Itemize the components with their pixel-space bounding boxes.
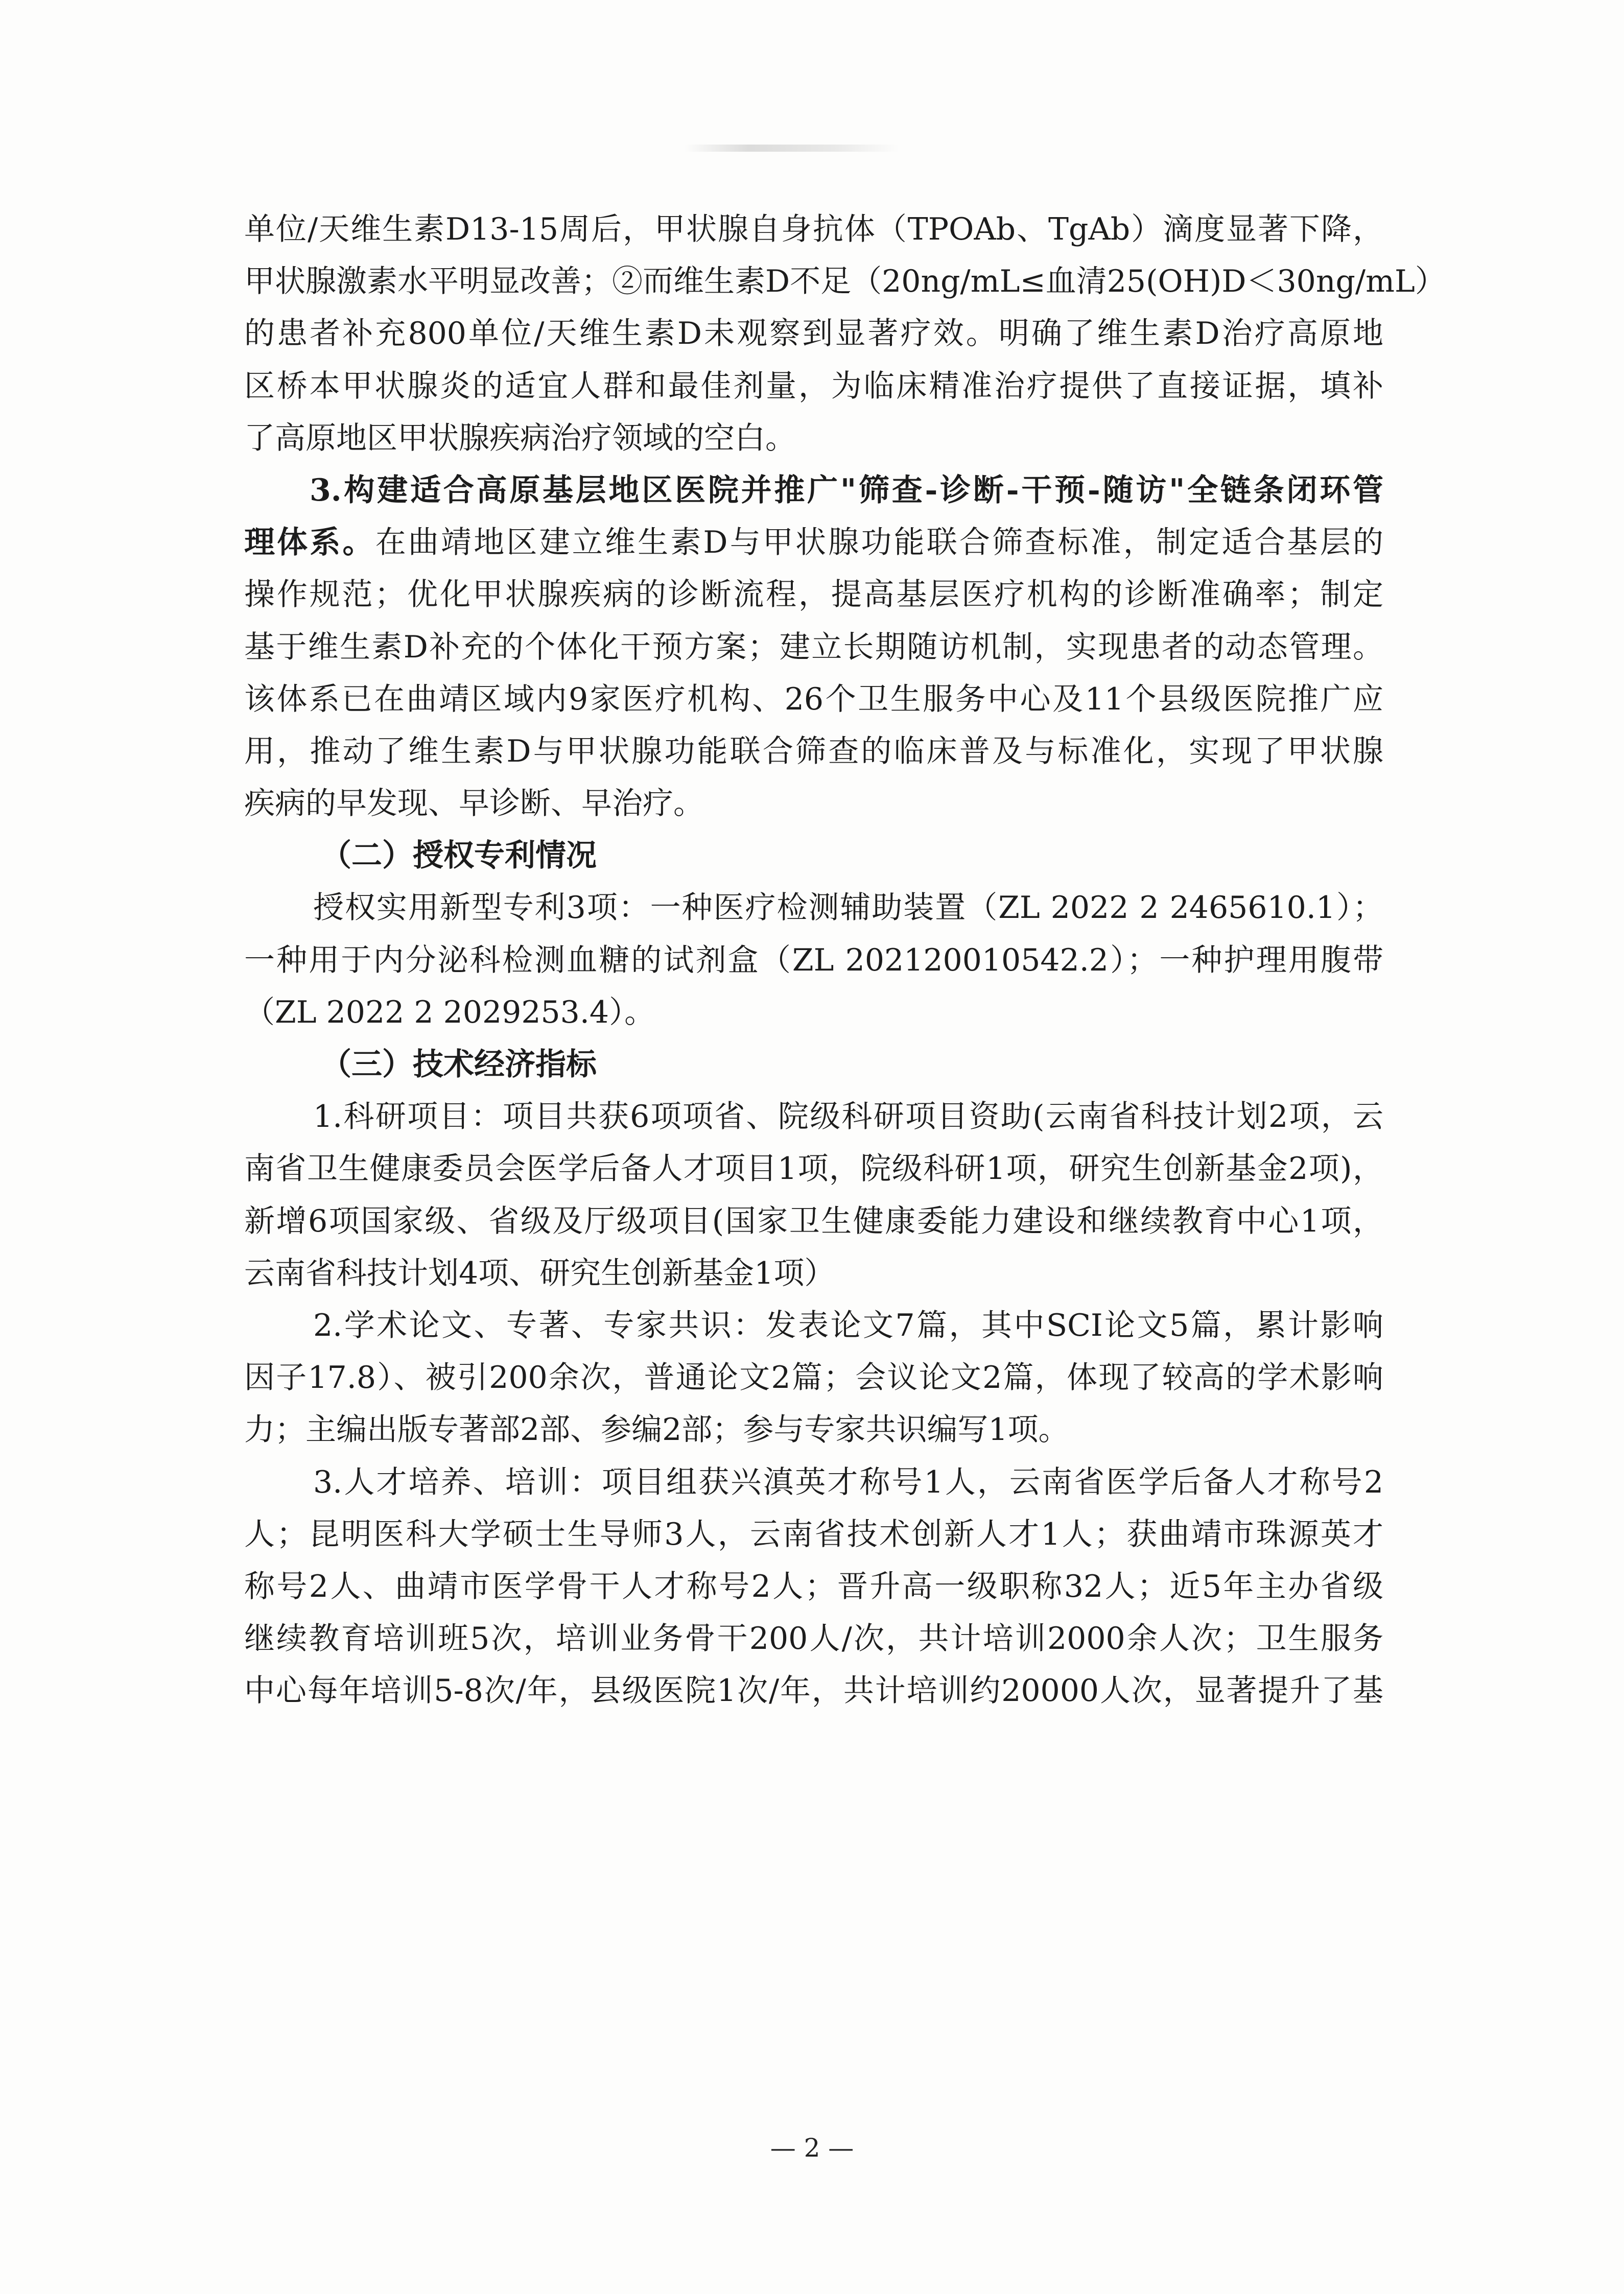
paragraph-line: 力；主编出版专著部2部、参编2部；参与专家共识编写1项。 bbox=[244, 1412, 1069, 1448]
paragraph-line: 称号2人、曲靖市医学骨干人才称号2人；晋升高一级职称32人；近5年主办省级 bbox=[244, 1568, 1383, 1604]
paragraph-line: 因子17.8）、被引200余次，普通论文2篇；会议论文2篇，体现了较高的学术影响 bbox=[244, 1360, 1383, 1396]
paragraph-line bbox=[244, 516, 1383, 569]
paragraph-line: （ZL 2022 2 2029253.4）。 bbox=[244, 994, 655, 1030]
paragraph-line: 新增6项国家级、省级及厅级项目(国家卫生健康委能力建设和继续教育中心1项， bbox=[244, 1203, 1383, 1239]
paragraph-line: 2.学术论文、专著、专家共识：发表论文7篇，其中SCI论文5篇，累计影响 bbox=[313, 1307, 1383, 1343]
paragraph-line: 了高原地区甲状腺疾病治疗领域的空白。 bbox=[244, 420, 796, 456]
paragraph-line: 区桥本甲状腺炎的适宜人群和最佳剂量，为临床精准治疗提供了直接证据，填补 bbox=[244, 368, 1383, 404]
paragraph-text: 在曲靖地区建立维生素D与甲状腺功能联合筛查标准，制定适合基层的 bbox=[375, 525, 1384, 561]
scan-artifact bbox=[685, 145, 899, 152]
paragraph-line: 一种用于内分泌科检测血糖的试剂盒（ZL 202120010542.2）；一种护理用腹带 bbox=[244, 942, 1383, 978]
paragraph-line: 该体系已在曲靖区域内9家医疗机构、26个卫生服务中心及11个县级医院推广应 bbox=[244, 681, 1383, 717]
paragraph-line: 基于维生素D补充的个体化干预方案；建立长期随访机制，实现患者的动态管理。 bbox=[244, 629, 1383, 665]
paragraph-line: 授权实用新型专利3项：一种医疗检测辅助装置（ZL 2022 2 2465610.1）； bbox=[313, 890, 1383, 926]
paragraph-line: 继续教育培训班5次，培训业务骨干200人/次，共计培训2000余人次；卫生服务 bbox=[244, 1621, 1383, 1657]
page-number: — 2 — bbox=[770, 2133, 854, 2163]
paragraph-line: 用，推动了维生素D与甲状腺功能联合筛查的临床普及与标准化，实现了甲状腺 bbox=[244, 733, 1383, 769]
paragraph-line: 疾病的早发现、早诊断、早治疗。 bbox=[244, 786, 704, 822]
document-body bbox=[244, 203, 1446, 1717]
paragraph-line: 云南省科技计划4项、研究生创新基金1项） bbox=[244, 1255, 835, 1291]
paragraph-line: 人；昆明医科大学硕士生导师3人，云南省技术创新人才1人；获曲靖市珠源英才 bbox=[244, 1516, 1383, 1552]
paragraph-line: 的患者补充800单位/天维生素D未观察到显著疗效。明确了维生素D治疗高原地 bbox=[244, 316, 1383, 352]
paragraph-line: 1.科研项目：项目共获6项项省、院级科研项目资助(云南省科技计划2项，云 bbox=[313, 1099, 1383, 1135]
paragraph-line: 操作规范；优化甲状腺疾病的诊断流程，提高基层医疗机构的诊断准确率；制定 bbox=[244, 577, 1383, 613]
paragraph-line: 甲状腺激素水平明显改善；②而维生素D不足（20ng/mL≤血清25(OH)D＜30ng/mL） bbox=[244, 264, 1446, 300]
section-item-3-title: 3.构建适合高原基层地区医院并推广"筛查-诊断-干预-随访"全链条闭环管 bbox=[310, 472, 1383, 508]
paragraph-line: 中心每年培训5-8次/年，县级医院1次/年，共计培训约20000人次，显著提升了基 bbox=[244, 1673, 1383, 1709]
section-heading-indicators: （三）技术经济指标 bbox=[321, 1047, 597, 1082]
section-heading-patents: （二）授权专利情况 bbox=[321, 838, 597, 874]
paragraph-line: 南省卫生健康委员会医学后备人才项目1项，院级科研1项，研究生创新基金2项)， bbox=[244, 1151, 1383, 1187]
section-item-3-title-end: 理体系。 bbox=[244, 525, 375, 561]
paragraph-line: 单位/天维生素D13-15周后，甲状腺自身抗体（TPOAb、TgAb）滴度显著下降， bbox=[244, 211, 1383, 247]
paragraph-line: 3.人才培养、培训：项目组获兴滇英才称号1人，云南省医学后备人才称号2 bbox=[313, 1464, 1383, 1500]
